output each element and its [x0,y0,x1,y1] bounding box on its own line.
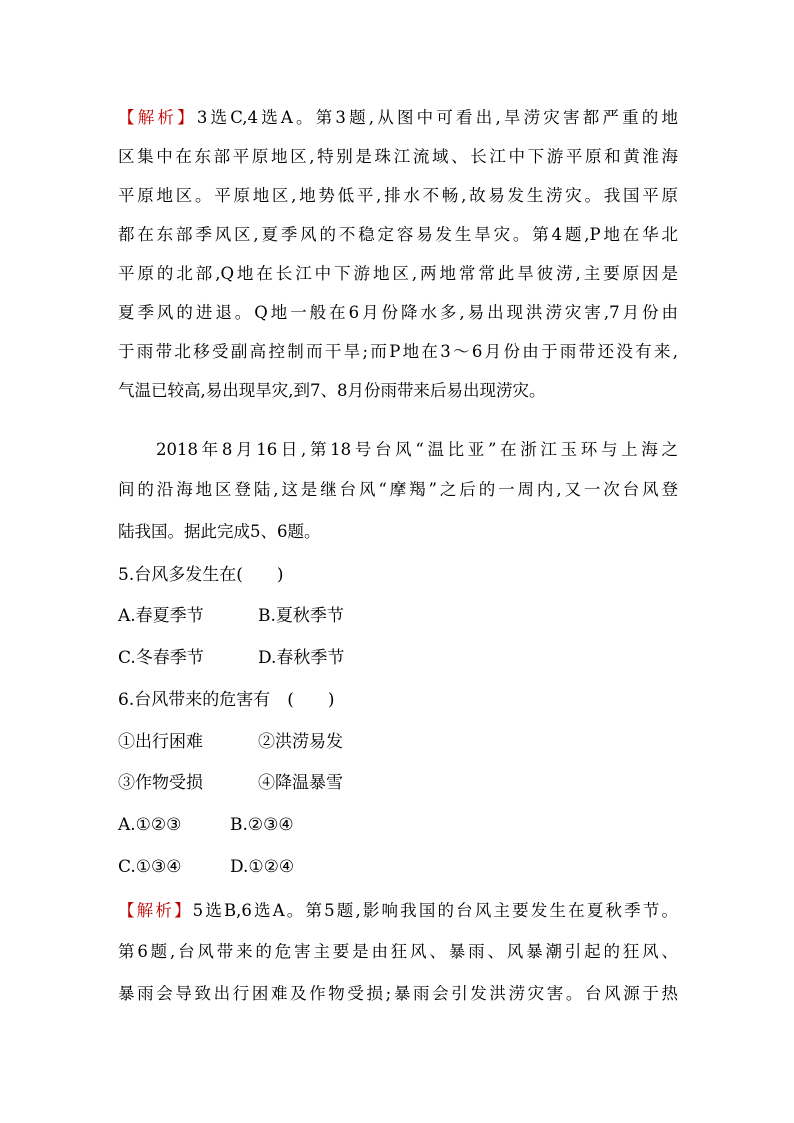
question-6-option-b[interactable]: B.②③④ [230,815,294,835]
question-5-option-b[interactable]: B.夏秋季节 [258,606,344,626]
question-6-item-3: ③作物受损 [118,773,203,793]
question-5-options-row-2 [118,647,678,669]
question-5-option-a[interactable]: A.春夏季节 [118,606,204,626]
question-6-stem: 6.台风带来的危害有 ( ) [118,690,335,710]
analysis-1-line-2: 区集中在东部平原地区,特别是珠江流域、长江中下游平原和黄淮海 [118,147,678,166]
question-5-options-row-1 [118,605,678,627]
analysis-text: 5选B,6选A。第5题,影响我国的台风主要发生在夏秋季节。 [192,901,678,920]
analysis-1-line-6: 夏季风的进退。Q地一般在6月份降水多,易出现洪涝灾害,7月份由 [118,303,678,322]
question-6-option-d[interactable]: D.①②④ [230,857,295,877]
passage-line-2: 间的沿海地区登陆,这是继台风“摩羯”之后的一周内,又一次台风登 [118,480,678,499]
question-5-option-d[interactable]: D.春秋季节 [258,648,345,668]
analysis-1-line-5: 平原的北部,Q地在长江中下游地区,两地常常此旱彼涝,主要原因是 [118,264,678,283]
question-6-items-row-2 [118,772,678,794]
question-6-options-row-1 [118,814,678,836]
analysis-2-line-1 [118,900,678,922]
analysis-tag: 【解析】 [118,901,193,920]
analysis-1-line-7: 于雨带北移受副高控制而干旱;而P地在3～6月份由于雨带还没有来, [118,342,678,361]
question-5-stem: 5.台风多发生在( ) [118,565,284,585]
analysis-1-line-3: 平原地区。平原地区,地势低平,排水不畅,故易发生涝灾。我国平原 [118,186,678,205]
question-6-item-4: ④降温暴雪 [258,773,343,793]
analysis-1-line-1 [118,107,678,129]
analysis-tag: 【解析】 [118,108,197,127]
question-5-option-c[interactable]: C.冬春季节 [118,648,204,668]
question-6-items-row-1 [118,731,678,753]
question-6-item-2: ②洪涝易发 [258,732,343,752]
analysis-2-line-3: 暴雨会导致出行困难及作物受损;暴雨会引发洪涝灾害。台风源于热 [118,984,678,1003]
analysis-1-line-4: 都在东部季风区,夏季风的不稳定容易发生旱灾。第4题,P地在华北 [118,225,678,244]
analysis-text: 3选C,4选A。第3题,从图中可看出,旱涝灾害都严重的地 [196,108,678,127]
question-6-item-1: ①出行困难 [118,732,203,752]
analysis-1-line-8: 气温已较高,易出现旱灾,到7、8月份雨带来后易出现涝灾。 [118,381,546,400]
analysis-2-line-2: 第6题,台风带来的危害主要是由狂风、暴雨、风暴潮引起的狂风、 [118,942,678,961]
question-6-option-c[interactable]: C.①③④ [118,857,182,877]
question-6-option-a[interactable]: A.①②③ [118,815,182,835]
question-6-options-row-2 [118,856,678,878]
passage-line-3: 陆我国。据此完成5、6题。 [118,522,321,541]
passage-line-1: 2018年8月16日,第18号台风“温比亚”在浙江玉环与上海之 [156,440,678,459]
